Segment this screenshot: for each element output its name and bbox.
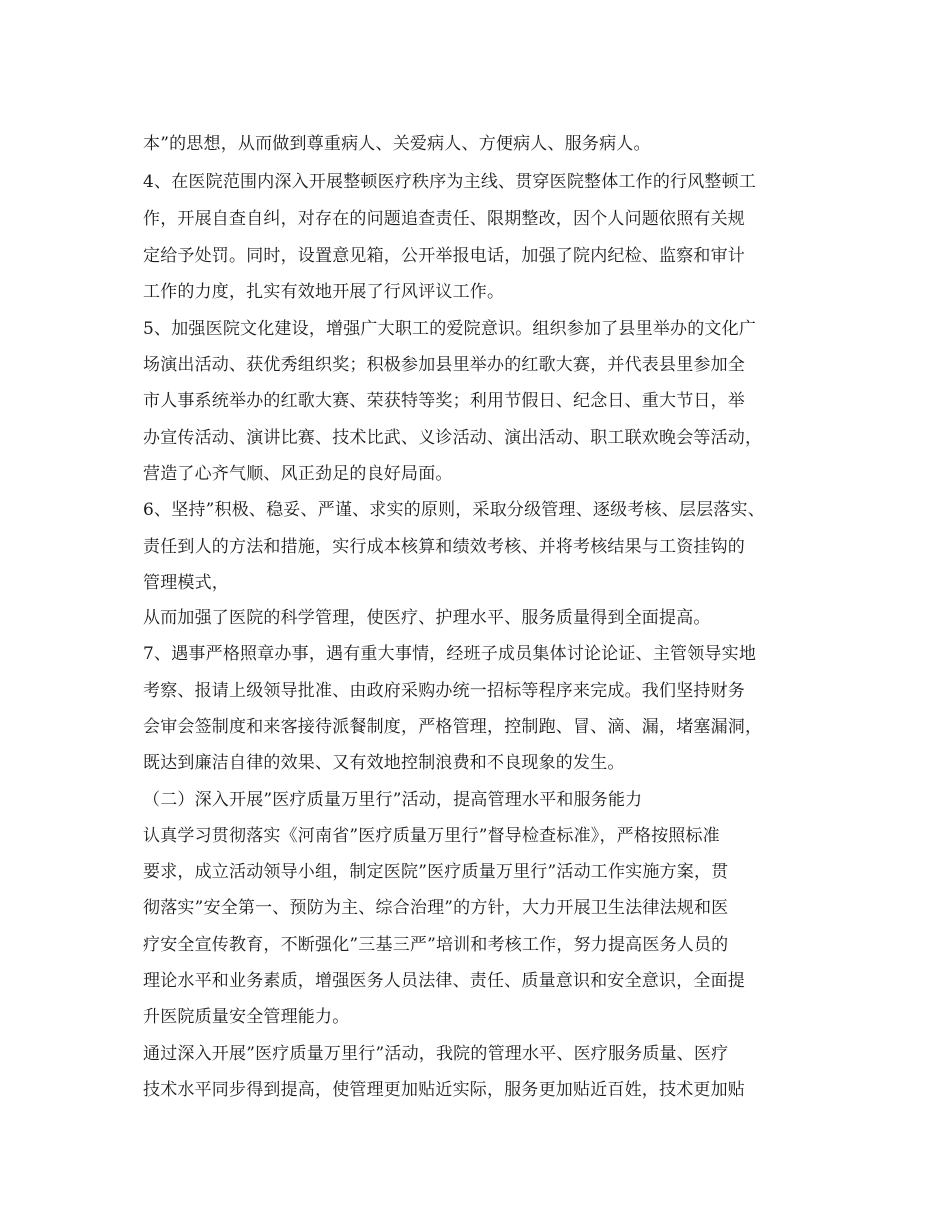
text-line: 场演出活动、获优秀组织奖；积极参加县里举办的红歌大赛，并代表县里参加全 — [143, 355, 745, 375]
text-line: 要求，成立活动领导小组，制定医院”医疗质量万里行”活动工作实施方案，贯 — [143, 862, 729, 882]
text-line: 作，开展自查自纠，对存在的问题追查责任、限期整改，因个人问题依照有关规 — [143, 209, 745, 229]
text-line: 既达到廉洁自律的效果、又有效地控制浪费和不良现象的发生。 — [143, 753, 625, 773]
section-heading: （二）深入开展”医疗质量万里行”活动，提高管理水平和服务能力 — [143, 790, 643, 810]
text-line: 从而加强了医院的科学管理，使医疗、护理水平、服务质量得到全面提高。 — [143, 608, 711, 628]
text-line: 5、加强医院文化建设，增强广大职工的爱院意识。组织参加了县里举办的文化广 — [143, 319, 757, 339]
text-line: 市人事系统举办的红歌大赛、荣获特等奖；利用节假日、纪念日、重大节日，举 — [143, 391, 745, 411]
text-line: 疗安全宣传教育，不断强化”三基三严”培训和考核工作，努力提高医务人员的 — [143, 935, 729, 955]
text-line: 会审会签制度和来客接待派餐制度，严格管理，控制跑、冒、滴、漏，堵塞漏洞， — [143, 717, 763, 737]
text-line: 认真学习贯彻落实《河南省”医疗质量万里行”督导检查标准》，严格按照标准 — [143, 826, 720, 846]
text-line: 考察、报请上级领导批准、由政府采购办统一招标等程序来完成。我们坚持财务 — [143, 681, 745, 701]
text-line: 技术水平同步得到提高，使管理更加贴近实际，服务更加贴近百姓，技术更加贴 — [143, 1080, 745, 1100]
text-line: 彻落实”安全第一、预防为主、综合治理”的方针，大力开展卫生法律法规和医 — [143, 898, 729, 918]
text-line: 6、坚持”积极、稳妥、严谨、求实的原则，采取分级管理、逐级考核、层层落实、 — [143, 500, 765, 520]
text-line: 通过深入开展”医疗质量万里行”活动，我院的管理水平、医疗服务质量、医疗 — [143, 1044, 729, 1064]
text-line: 办宣传活动、演讲比赛、技术比武、义诊活动、演出活动、职工联欢晚会等活动， — [143, 428, 763, 448]
text-line: 工作的力度，扎实有效地开展了行风评议工作。 — [143, 282, 505, 302]
text-line: 营造了心齐气顺、风正劲足的良好局面。 — [143, 464, 453, 484]
text-line: 管理模式， — [143, 573, 229, 593]
text-line: 4、在医院范围内深入开展整顿医疗秩序为主线、贯穿医院整体工作的行风整顿工 — [143, 172, 757, 192]
text-line: 定给予处罚。同时，设置意见箱，公开举报电话，加强了院内纪检、监察和审计 — [143, 246, 745, 266]
text-line: 7、遇事严格照章办事，遇有重大事情，经班子成员集体讨论论证、主管领导实地 — [143, 644, 757, 664]
text-line: 理论水平和业务素质，增强医务人员法律、责任、质量意识和安全意识，全面提 — [143, 971, 745, 991]
text-line: 本”的思想，从而做到尊重病人、关爱病人、方便病人、服务病人。 — [143, 134, 651, 154]
text-line: 升医院质量安全管理能力。 — [143, 1007, 350, 1027]
text-line: 责任到人的方法和措施，实行成本核算和绩效考核、并将考核结果与工资挂钩的 — [143, 537, 745, 557]
